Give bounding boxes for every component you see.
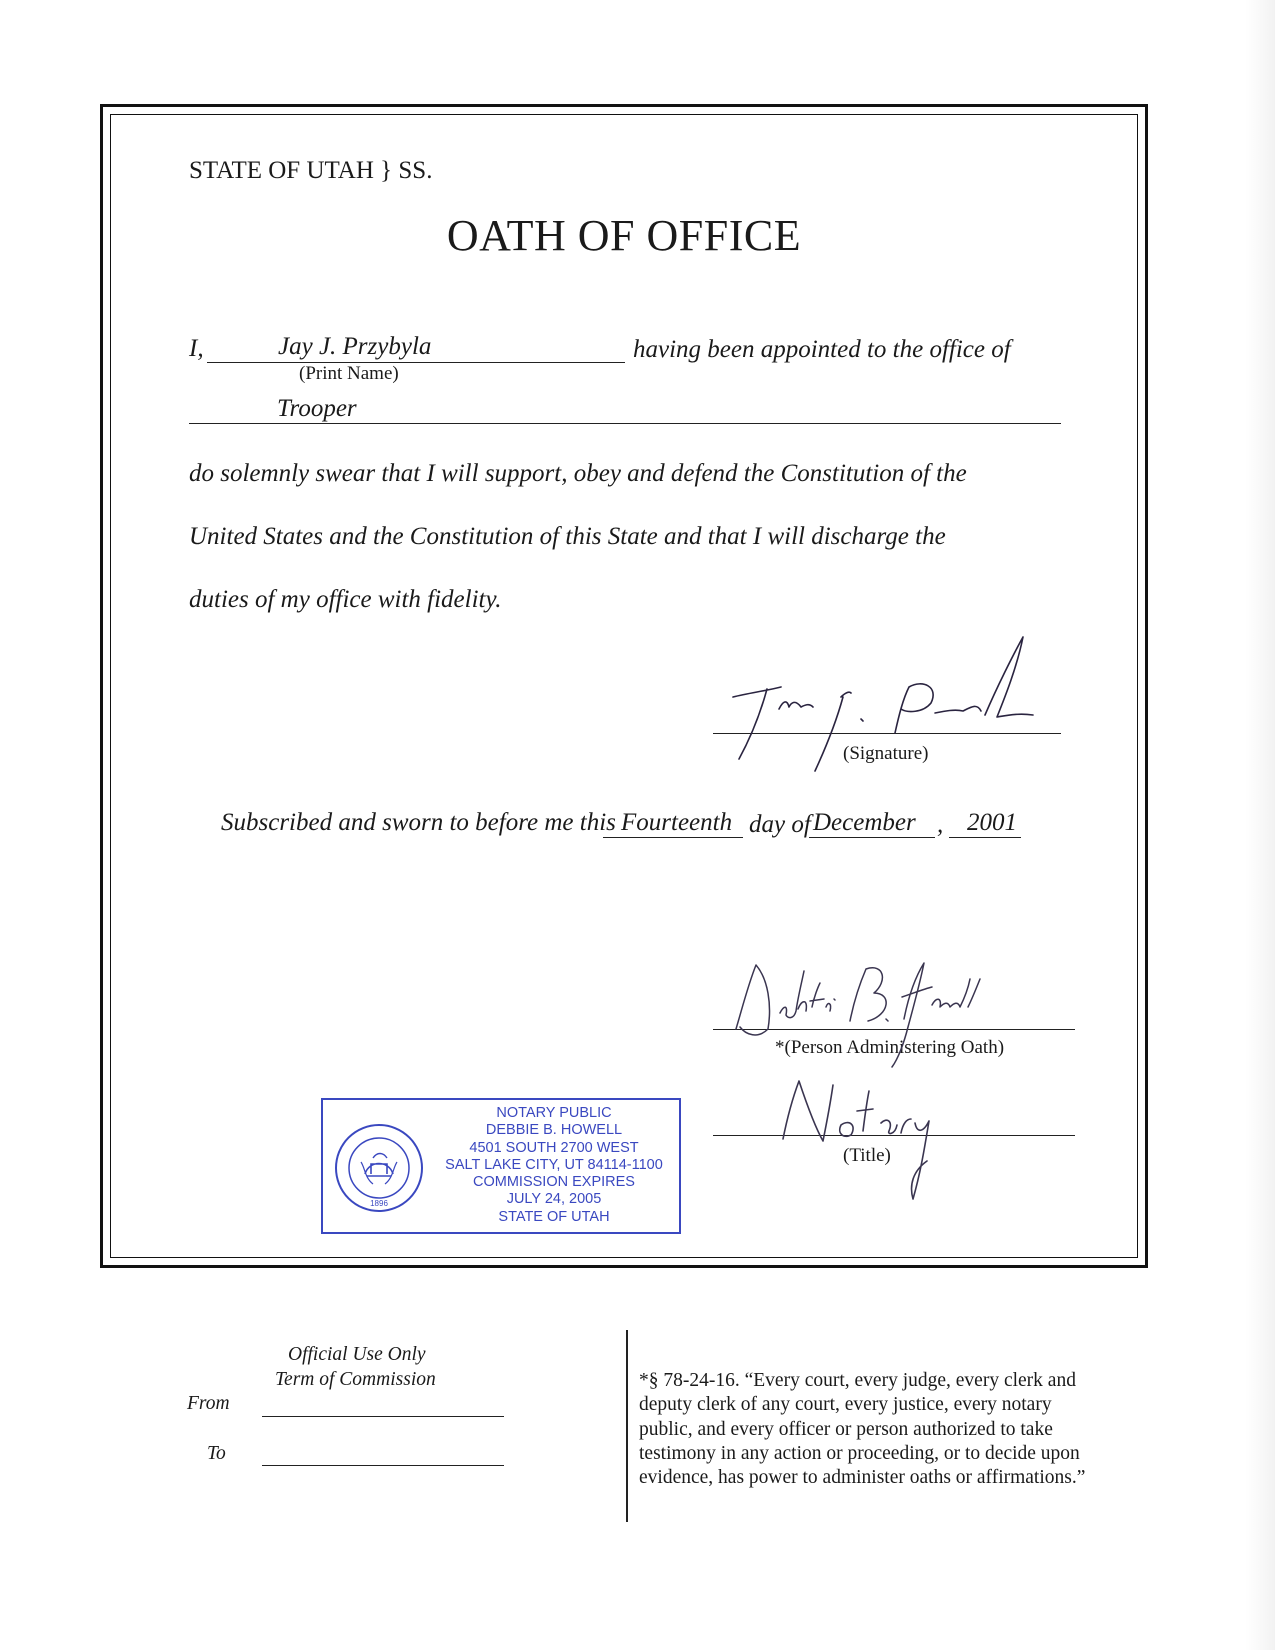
oath-form-border	[100, 104, 1148, 1268]
stamp-line: JULY 24, 2005	[506, 1191, 602, 1208]
notary-stamp-text	[431, 1105, 677, 1226]
year-value: 2001	[967, 809, 1017, 836]
from-date-field[interactable]	[262, 1416, 504, 1417]
term-of-commission-heading: Term of Commission	[275, 1369, 436, 1390]
stamp-line: STATE OF UTAH	[498, 1208, 610, 1225]
pronoun-text: I,	[189, 335, 204, 362]
print-name-value: Jay J. Przybyla	[278, 333, 432, 360]
year-underline	[949, 837, 1021, 838]
from-label: From	[187, 1393, 230, 1414]
stamp-line: 4501 SOUTH 2700 WEST	[469, 1139, 639, 1156]
stamp-line: COMMISSION EXPIRES	[473, 1174, 635, 1191]
to-label: To	[207, 1443, 226, 1464]
page-edge-shadow	[1245, 0, 1275, 1650]
svg-text:1896: 1896	[370, 1199, 388, 1208]
office-underline	[189, 423, 1061, 424]
date-comma: ,	[937, 811, 944, 838]
signature-debbie-howell	[728, 949, 1008, 1069]
print-name-caption: (Print Name)	[299, 363, 399, 384]
month-value: December	[813, 809, 916, 836]
oath-text-line-2: United States and the Constitution of this State and that I will discharge the	[189, 523, 946, 550]
title-caption: (Title)	[843, 1145, 891, 1166]
sworn-prefix: Subscribed and sworn to before me this	[221, 809, 616, 836]
oath-text-line-3: duties of my office with fidelity.	[189, 586, 502, 613]
to-date-field[interactable]	[262, 1465, 504, 1466]
name-underline	[207, 362, 625, 363]
signature-caption: (Signature)	[843, 743, 929, 764]
office-value: Trooper	[277, 395, 357, 422]
signature-jay-przybyla	[723, 627, 1053, 777]
statute-footnote: *§ 78-24-16. “Every court, every judge, every clerk and deputy clerk of any court, every justice, every notary public, and every officer or person authorized to take testimony in any action or proceeding, or to decide upon evidence, has power to administer oaths or affirmations.”	[639, 1370, 1086, 1489]
footer-divider	[626, 1330, 628, 1522]
notary-stamp	[321, 1098, 681, 1234]
state-heading: STATE OF UTAH } SS.	[189, 157, 433, 184]
administrator-caption: *(Person Administering Oath)	[775, 1037, 1005, 1058]
handwritten-notary-title	[771, 1075, 941, 1205]
appointed-text: having been appointed to the office of	[633, 336, 1011, 363]
stamp-line: NOTARY PUBLIC	[496, 1105, 612, 1121]
day-of-text: day of	[749, 811, 811, 838]
month-underline	[809, 837, 935, 838]
day-underline	[603, 837, 743, 838]
oath-text-line-1: do solemnly swear that I will support, obey and defend the Constitution of the	[189, 460, 967, 487]
state-seal-icon	[333, 1122, 425, 1214]
official-use-heading: Official Use Only	[288, 1344, 426, 1365]
day-value: Fourteenth	[621, 809, 733, 836]
document-title: OATH OF OFFICE	[446, 211, 802, 260]
stamp-line: DEBBIE B. HOWELL	[485, 1122, 623, 1139]
stamp-line: SALT LAKE CITY, UT 84114-1100	[445, 1156, 663, 1173]
